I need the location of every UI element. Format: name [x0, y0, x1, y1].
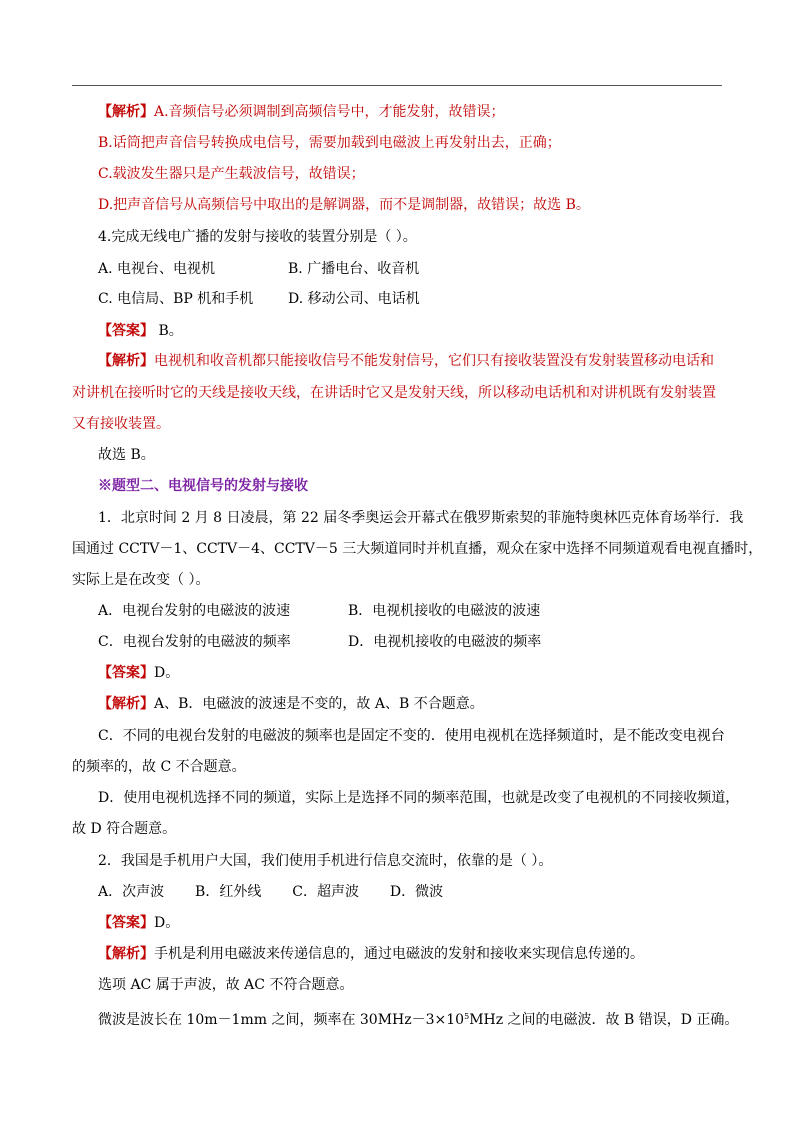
analysis-text: 微波是波长在 10m－1mm 之间，频率在 30MHz－3×10	[98, 1012, 465, 1028]
q4-option-b: B. 广播电台、收音机	[288, 261, 420, 277]
q1-answer	[98, 664, 179, 682]
analysis-tag: 【解析】	[98, 353, 154, 369]
q2-option-c: C．超声波	[292, 884, 359, 900]
q4-options-row-2	[98, 290, 698, 308]
answer-tag: 【答案】	[98, 915, 154, 931]
q4-options-row-1	[98, 260, 698, 278]
q1-option-a: A．电视台发射的电磁波的波速	[98, 603, 291, 619]
q2-analysis-2: 选项 AC 属于声波，故 AC 不符合题意。	[98, 977, 354, 993]
analysis-line-b: B.话筒把声音信号转换成电信号，需要加载到电磁波上再发射出去，正确；	[98, 135, 561, 151]
q1-analysis-c1: C．不同的电视台发射的电磁波的频率也是固定不变的．使用电视机在选择频道时，是不能改变电视台	[98, 728, 725, 744]
answer-text: D。	[154, 665, 180, 681]
q1-analysis-d1: D．使用电视机选择不同的频道，实际上是选择不同的频率范围，也就是改变了电视机的不同接收频道，	[98, 790, 740, 806]
q1-analysis-a	[98, 695, 484, 713]
analysis-tag: 【解析】	[98, 104, 154, 120]
analysis-line-a	[98, 103, 505, 121]
question-1-line-1: 1．北京时间 2 月 8 日凌晨，第 22 届冬季奥运会开幕式在俄罗斯索契的菲施特奥林匹克体育场举行．我	[98, 510, 744, 526]
analysis-text: A、B．电磁波的波速是不变的，故 A、B 不合题意。	[154, 696, 484, 712]
q1-options-row-2	[98, 633, 698, 651]
q1-analysis-c2: 的频率的，故 C 不合题意。	[72, 759, 246, 775]
q1-option-c: C．电视台发射的电磁波的频率	[98, 634, 291, 650]
q2-analysis-3	[98, 1008, 738, 1029]
question-1-line-3: 实际上是在改变（ ）。	[72, 572, 210, 588]
q4-analysis-1	[98, 352, 714, 370]
q4-option-c: C. 电信局、BP 机和手机	[98, 291, 254, 307]
q4-analysis-2: 对讲机在接听时它的天线是接收天线，在讲话时它又是发射天线，所以移动电话机和对讲机既有发射装置	[72, 385, 716, 401]
q2-option-d: D．微波	[389, 884, 444, 900]
answer-tag: 【答案】	[98, 665, 154, 681]
q4-option-a: A. 电视台、电视机	[98, 261, 216, 277]
q4-conclusion: 故选 B。	[98, 447, 155, 463]
analysis-line-d: D.把声音信号从高频信号中取出的是解调器，而不是调制器，故错误；故选 B。	[98, 197, 590, 213]
analysis-text: A.音频信号必须调制到高频信号中，才能发射，故错误；	[154, 104, 505, 120]
section-heading: ※题型二、电视信号的发射与接收	[98, 478, 308, 494]
question-4: 4.完成无线电广播的发射与接收的装置分别是（ ）。	[98, 229, 417, 245]
analysis-tag: 【解析】	[98, 946, 154, 962]
q2-answer	[98, 914, 179, 932]
question-2: 2．我国是手机用户大国，我们使用手机进行信息交流时，依靠的是（ ）。	[98, 853, 553, 869]
q4-option-d: D. 移动公司、电话机	[288, 291, 420, 307]
q2-options-row	[98, 883, 443, 901]
exponent: 5	[464, 1012, 470, 1021]
analysis-text: 电视机和收音机都只能接收信号不能发射信号，它们只有接收装置没有发射装置移动电话和	[154, 353, 714, 369]
analysis-line-c: C.载波发生器只是产生载波信号，故错误；	[98, 166, 365, 182]
header-rule	[72, 85, 722, 86]
answer-text: D。	[154, 915, 180, 931]
q2-analysis-1	[98, 945, 644, 963]
question-1-line-2: 国通过 CCTV－1、CCTV－4、CCTV－5 三大频道同时并机直播，观众在家中选择不同频道观看电视直播时，	[72, 541, 763, 557]
analysis-text: MHz 之间的电磁波．故 B 错误，D 正确。	[469, 1012, 739, 1028]
q4-answer	[98, 322, 183, 340]
q1-option-d: D．电视机接收的电磁波的频率	[348, 634, 542, 650]
q2-option-b: B．红外线	[195, 884, 262, 900]
q1-options-row-1	[98, 602, 698, 620]
q2-option-a: A．次声波	[98, 884, 165, 900]
q1-analysis-d2: 故 D 符合题意。	[72, 821, 177, 837]
q1-option-b: B．电视机接收的电磁波的波速	[348, 603, 541, 619]
answer-tag: 【答案】	[98, 323, 154, 339]
analysis-tag: 【解析】	[98, 696, 154, 712]
q4-analysis-3: 又有接收装置。	[72, 416, 170, 432]
analysis-text: 手机是利用电磁波来传递信息的，通过电磁波的发射和接收来实现信息传递的。	[154, 946, 644, 962]
answer-text: B。	[154, 323, 183, 339]
